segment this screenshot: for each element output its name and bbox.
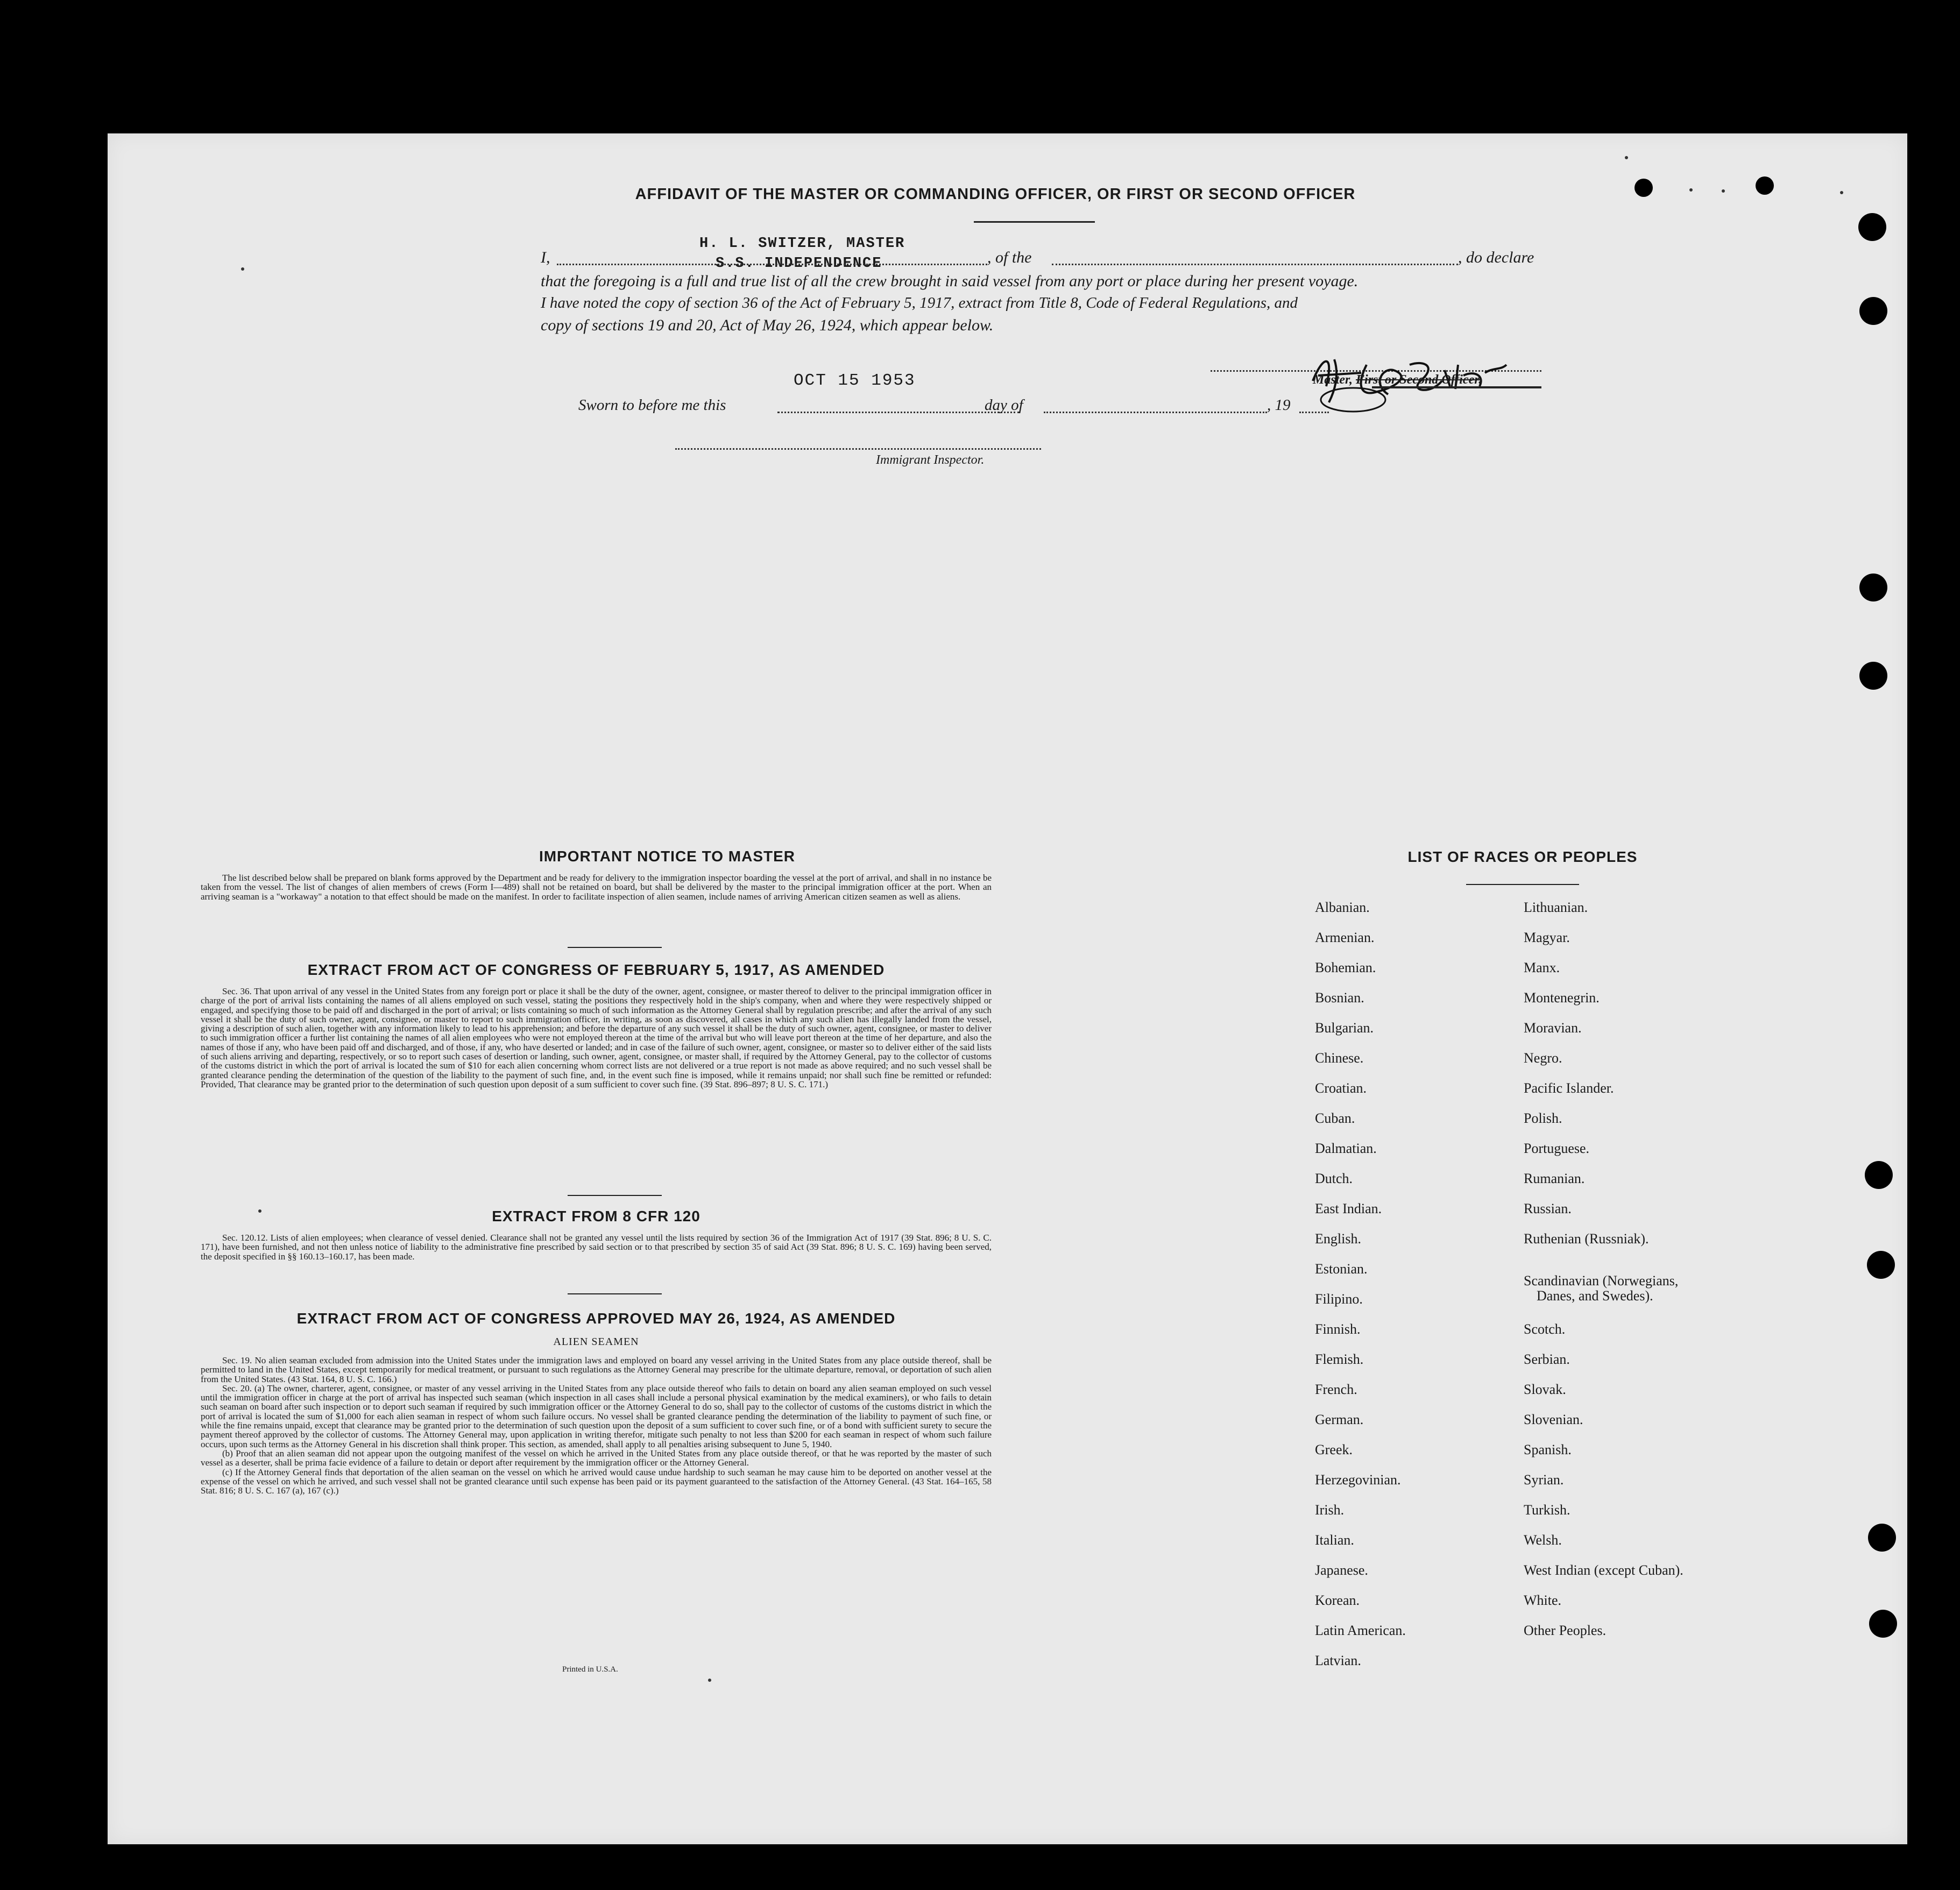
race-item: Slovak. — [1524, 1382, 1566, 1397]
sworn-line — [578, 397, 1332, 418]
signer-title-struck: First or Second Officer. — [1356, 373, 1482, 387]
signer-title-master: Master, — [1313, 373, 1353, 387]
notice-body — [201, 873, 992, 901]
race-item: Danes, and Swedes). — [1537, 1288, 1653, 1304]
extract1924-title: EXTRACT FROM ACT OF CONGRESS APPROVED MAY 26, 1924, AS AMENDED — [296, 1310, 896, 1327]
speck — [241, 267, 244, 271]
extractCFR-paragraph: Sec. 120.12. Lists of alien employees; when clearance of vessel denied. Clearance shall not be granted any vessel until the lists required by section 36 of the Immigration Act of 1917 (39 Stat. 896; 8 U. S. C. 171), have been furnished, and not then unless notice of liability to the administrative fine prescribed by said section or to that prescribed by section 35 of said Act (39 Stat. 896; 8 U. S. C. 169) having been served, the deposit specified in §§ 160.13–160.17, has been made. — [201, 1233, 992, 1262]
race-item: Greek. — [1315, 1442, 1353, 1457]
race-item: Manx. — [1524, 960, 1560, 975]
race-item: Korean. — [1315, 1592, 1360, 1608]
notice-paragraph: The list described below shall be prepared on blank forms approved by the Department and be ready for delivery to the immigration inspector boarding the vessel at the port of arrival, and shall in no instance be taken from the vessel. The list of changes of alien members of crews (Form I—489) shall not be retained on board, but shall be delivered by the master to the principal immigration officer at the port. When an arriving seaman is a "workaway" a notation to that effect should be made on the manifest. In order to facilitate inspection of alien seamen, include names of arriving American citizen seamen as well as aliens. — [201, 873, 992, 902]
affidavit-title: AFFIDAVIT OF THE MASTER OR COMMANDING OFFICER, OR FIRST OR SECOND OFFICER — [635, 186, 1356, 203]
race-item: Negro. — [1524, 1050, 1562, 1066]
punch-hole — [1867, 1251, 1895, 1279]
speck — [1689, 188, 1693, 192]
date-stamp: OCT 15 1953 — [794, 371, 916, 390]
race-item: Herzegovinian. — [1315, 1472, 1401, 1488]
punch-hole — [1858, 213, 1886, 241]
race-item: Other Peoples. — [1524, 1623, 1607, 1638]
race-item: Scandinavian (Norwegians, — [1524, 1273, 1679, 1289]
punch-hole — [1859, 297, 1887, 325]
race-item: Bosnian. — [1315, 990, 1364, 1006]
declare-line-2: that the foregoing is a full and true list of all the crew brought in said vessel from any port or place during her present voyage. — [541, 272, 1358, 290]
race-item: English. — [1315, 1231, 1361, 1247]
race-item: Welsh. — [1524, 1532, 1562, 1548]
race-item: Flemish. — [1315, 1351, 1364, 1367]
speck — [1625, 156, 1628, 159]
race-item: Italian. — [1315, 1532, 1354, 1548]
sec19-paragraph: Sec. 19. No alien seaman excluded from admission into the United States under the immigration laws and employed on board any vessel arriving in the United States from any place outside thereof, shall be permitted to land in the United States, except temporarily for medical treatment, or pursuant to such regulations as the Attorney General may prescribe for the ultimate departure, removal, or deportation of such alien from the United States. (43 Stat. 164, 8 U. S. C. 166.) — [201, 1355, 992, 1384]
sworn-label: Sworn to before me this — [578, 397, 726, 414]
race-item: Chinese. — [1315, 1050, 1364, 1066]
sworn-month-blank — [1044, 412, 1267, 413]
vessel-blank — [1052, 264, 1458, 265]
race-item: Finnish. — [1315, 1321, 1361, 1337]
race-item: Portuguese. — [1524, 1141, 1590, 1156]
name-blank — [557, 264, 987, 265]
race-item: Dalmatian. — [1315, 1141, 1377, 1156]
race-item: Cuban. — [1315, 1110, 1355, 1126]
race-item: Dutch. — [1315, 1171, 1353, 1186]
do-declare-label: , do declare — [1458, 249, 1534, 266]
race-item: Slovenian. — [1524, 1412, 1583, 1427]
typed-name: H. L. SWITZER, MASTER — [699, 236, 905, 252]
race-item: Albanian. — [1315, 900, 1370, 915]
race-item: Rumanian. — [1524, 1171, 1585, 1186]
extract1917-body — [201, 987, 992, 1089]
race-item: Polish. — [1524, 1110, 1562, 1126]
race-item: Serbian. — [1524, 1351, 1570, 1367]
race-item: Filipino. — [1315, 1291, 1363, 1307]
race-item: Latvian. — [1315, 1653, 1361, 1668]
extract1917-title: EXTRACT FROM ACT OF CONGRESS OF FEBRUARY 5, 1917, AS AMENDED — [307, 961, 885, 978]
declare-line-3: I have noted the copy of section 36 of the Act of February 5, 1917, extract from Title 8, Code of Federal Regulations, and — [541, 294, 1298, 312]
printed-in-usa: Printed in U.S.A. — [562, 1665, 618, 1674]
notice-title: IMPORTANT NOTICE TO MASTER — [539, 848, 796, 865]
race-item: Scotch. — [1524, 1321, 1566, 1337]
race-item: Montenegrin. — [1524, 990, 1600, 1006]
inspector-label: Immigrant Inspector. — [876, 453, 985, 467]
sec20a-paragraph: Sec. 20. (a) The owner, charterer, agent, consignee, or master of any vessel arriving in the United States from any place outside thereof who fails to detain on board any alien seaman employed on such vessel until the immigration officer in charge at the port of arrival has inspected such seaman (which inspection in all cases shall include a personal physical examination by the medical examiners), or who fails to detain such seaman on board after such inspection or to deport such seaman if required by such immigration officer or the Attorney General to do so, shall pay to the collector of customs of the customs district in which the port of arrival is located the sum of $1,000 for each alien seaman in respect of whom such failure occurs. No vessel shall be granted clearance pending the determination of the liability to payment of such fine, or while the fine remains unpaid, except that clearance may be granted prior to the determination of such question upon the deposit of a sum sufficient to cover such fine, or of a bond with sufficient surety to secure the payment thereof approved by the collector of customs. The Attorney General may, upon application in writing therefor, mitigate such penalty to not less than $200 for each seaman in respect of whom such failure occurs, upon such terms as the Attorney General in his discretion shall think proper. This section, as amended, shall apply to all penalties arising subsequent to June 5, 1940. — [201, 1383, 992, 1449]
punch-hole — [1865, 1161, 1893, 1189]
extract1917-paragraph: Sec. 36. That upon arrival of any vessel in the United States from any foreign port or place it shall be the duty of the owner, agent, consignee, or master thereof to deliver to the principal immigration officer in charge of the port of arrival lists containing the names of all aliens employed on such vessel, stating the positions they respectively hold in the ship's company, when and where they were respectively shipped or engaged, and specifying those to be paid off and discharged in the port of arrival; or lists containing so much of such information as the Attorney General shall by regulation prescribe; and after the arrival of any such vessel it shall be the duty of such owner, agent, consignee, or master to report to such immigration officer, in writing, as soon as discovered, all cases in which any such alien has illegally landed from the vessel, giving a description of such alien, together with any information likely to lead to his apprehension; and before the departure of any such vessel it shall be the duty of such owner, agent, consignee, or master to deliver to such immigration officer a further list containing the names of all alien employees who were not employed thereon at the time of the arrival but who will leave port thereon at the time of her departure, and also the names of those if any, who have been paid off and discharged, and of those, if any, who have deserted or landed; and in case of the failure of such owner, agent, consignee, or master so to deliver either of the said lists of such aliens arriving and departing, respectively, or so to report such cases of desertion or landing, such owner, agent, consignee, or master shall, if required by the Attorney General, pay to the collector of customs of the customs district in which the port of arrival is located the sum of $10 for each alien concerning whom correct lists are not delivered or a true report is not made as above required; and no such vessel shall be granted clearance pending the determination of the question of the liability to the payment of such fine, and, in the event such fine is imposed, while it remains unpaid; nor shall such fine be remitted or refunded: Provided, That clearance may be granted prior to the determination of such question upon deposit of a sum sufficient to cover such fine. (39 Stat. 896–897; 8 U. S. C. 171.) — [201, 986, 992, 1089]
speck — [708, 1679, 711, 1682]
punch-hole — [1634, 179, 1653, 197]
extract1917-rule — [568, 1195, 662, 1196]
race-item: White. — [1524, 1592, 1562, 1608]
signer-title — [1313, 373, 1482, 387]
extractCFR-title: EXTRACT FROM 8 CFR 120 — [492, 1208, 700, 1224]
title-strike-rule — [1372, 386, 1541, 388]
sworn-year-blank — [1299, 412, 1329, 413]
year-label: , 19 — [1267, 397, 1291, 414]
race-item: Ruthenian (Russniak). — [1524, 1231, 1649, 1247]
typed-vessel: S.S. INDEPENDENCE — [716, 256, 882, 272]
speck — [1722, 189, 1725, 193]
race-item: East Indian. — [1315, 1201, 1382, 1216]
inspector-signature-line — [675, 448, 1041, 450]
punch-hole — [1868, 1524, 1896, 1552]
race-item: Irish. — [1315, 1502, 1345, 1518]
race-item: Pacific Islander. — [1524, 1080, 1614, 1096]
extract1924-subtitle: ALIEN SEAMEN — [553, 1336, 639, 1348]
race-item: Bulgarian. — [1315, 1020, 1374, 1036]
notice-rule — [568, 947, 662, 948]
declare-line-4: copy of sections 19 and 20, Act of May 26, 1924, which appear below. — [541, 316, 994, 334]
race-item: German. — [1315, 1412, 1364, 1427]
race-item: Spanish. — [1524, 1442, 1572, 1457]
race-item: Russian. — [1524, 1201, 1572, 1216]
race-item: Estonian. — [1315, 1261, 1368, 1277]
race-item: Lithuanian. — [1524, 900, 1588, 915]
of-the-label: , of the — [987, 249, 1032, 266]
race-item: Latin American. — [1315, 1623, 1406, 1638]
race-item: Bohemian. — [1315, 960, 1376, 975]
sworn-day-blank — [777, 412, 1020, 413]
race-item: Croatian. — [1315, 1080, 1367, 1096]
sec20b-paragraph: (b) Proof that an alien seaman did not appear upon the outgoing manifest of the vessel on which he arrived in the United States from any place outside thereof, or that he was reported by the master of such vessel as a deserter, shall be prima facie evidence of a failure to detain or deport after requirement by the immigration officer or the Attorney General. — [201, 1448, 992, 1468]
race-item: West Indian (except Cuban). — [1524, 1562, 1683, 1578]
extractCFR-body — [201, 1233, 992, 1261]
extractCFR-rule — [568, 1293, 662, 1294]
punch-hole — [1859, 574, 1887, 601]
race-item: Japanese. — [1315, 1562, 1368, 1578]
race-item: Syrian. — [1524, 1472, 1564, 1488]
extract1924-body — [201, 1356, 992, 1495]
race-item: Turkish. — [1524, 1502, 1570, 1518]
declare-line-1 — [541, 249, 1547, 270]
races-title: LIST OF RACES OR PEOPLES — [1407, 848, 1638, 865]
race-item: Magyar. — [1524, 930, 1570, 945]
punch-hole — [1869, 1610, 1897, 1638]
punch-hole — [1859, 662, 1887, 690]
speck — [1840, 191, 1843, 194]
races-rule — [1466, 884, 1579, 885]
race-item: French. — [1315, 1382, 1357, 1397]
race-item: Armenian. — [1315, 930, 1375, 945]
punch-hole — [1756, 176, 1774, 195]
i-label: I, — [541, 249, 550, 266]
sec20c-paragraph: (c) If the Attorney General finds that deportation of the alien seaman on the vessel on which he arrived would cause undue hardship to such seaman he may cause him to be deported on another vessel at the expense of the vessel on which he arrived, and such vessel shall not be granted clearance until such expense has been paid or its payment guaranteed to the satisfaction of the Attorney General. (43 Stat. 164–165, 58 Stat. 816; 8 U. S. C. 167 (a), 167 (c).) — [201, 1467, 992, 1496]
race-item: Moravian. — [1524, 1020, 1582, 1036]
speck — [258, 1209, 261, 1213]
day-of-label: day of — [985, 397, 1023, 414]
title-rule — [974, 221, 1095, 223]
